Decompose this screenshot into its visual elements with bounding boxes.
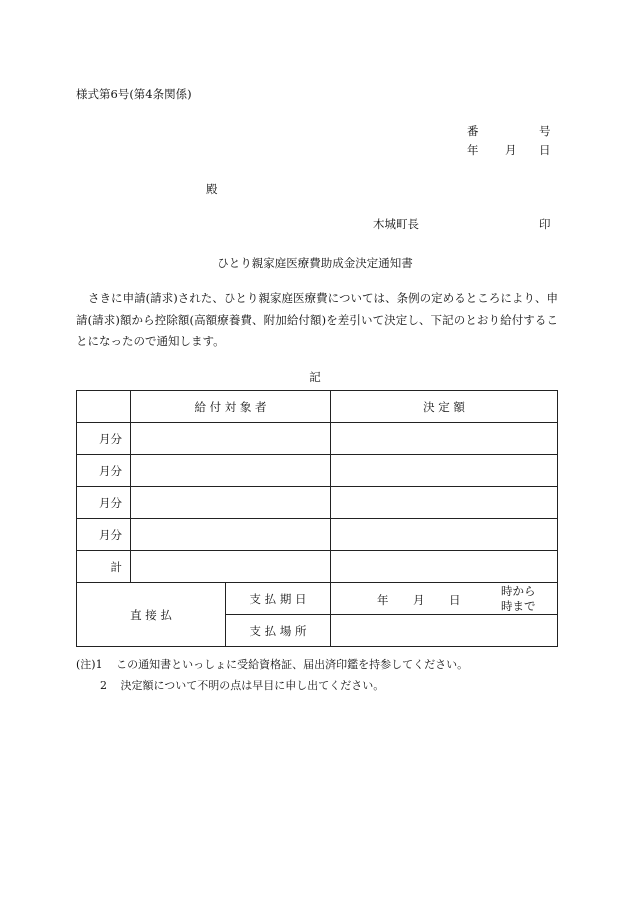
note-2-text: 決定額について不明の点は早目に申し出てください。 (120, 679, 385, 692)
number-suffix: 号 (539, 124, 551, 138)
note-2 (100, 677, 384, 693)
header-amount: 決 定 額 (331, 391, 558, 423)
payment-place-label: 支 払 場 所 (226, 615, 331, 647)
total-label: 計 (77, 551, 131, 583)
date-month: 月 (505, 143, 517, 157)
payment-date-month: 月 (413, 593, 425, 607)
month-row-label: 月分 (77, 455, 131, 487)
number-label: 番 (467, 124, 479, 138)
table-total-row (77, 551, 558, 583)
document-title: ひとり親家庭医療費助成金決定通知書 (217, 256, 413, 270)
note-1 (76, 656, 468, 672)
note-prefix: (注)1 (76, 658, 103, 671)
payment-date-day: 日 (449, 593, 461, 607)
seal: 印 (539, 217, 551, 231)
month-row-label: 月分 (77, 487, 131, 519)
date-year: 年 (467, 143, 479, 157)
direct-pay-label: 直 接 払 (77, 583, 226, 647)
body-paragraph: さきに申請(請求)された、ひとり親家庭医療費については、条例の定めるところにより、申請(請求)額から控除額(高額療養費、附加給付額)を差引いて決定し、下記のとおり給付することになったので通知します。 (76, 291, 558, 348)
date-day: 日 (539, 143, 551, 157)
payment-date-label: 支 払 期 日 (226, 583, 331, 615)
time-from: 時から (501, 584, 536, 598)
month-row-label: 月分 (77, 423, 131, 455)
payment-table (76, 390, 558, 647)
table-row (77, 455, 558, 487)
time-range (501, 584, 536, 614)
payment-date-cell (331, 583, 558, 615)
time-to: 時まで (501, 599, 536, 613)
table-header-row (77, 391, 558, 423)
header-target: 給 付 対 象 者 (131, 391, 331, 423)
table-row (77, 519, 558, 551)
payment-date-row (77, 583, 558, 615)
ki-label: 記 (309, 370, 321, 384)
note-1-text: この通知書といっしょに受給資格証、届出済印鑑を持参してください。 (116, 658, 469, 671)
form-number: 様式第6号(第4条関係) (76, 87, 192, 101)
table-row (77, 487, 558, 519)
issuer: 木城町長 (373, 217, 419, 231)
table-row (77, 423, 558, 455)
month-row-label: 月分 (77, 519, 131, 551)
note-2-number: 2 (100, 679, 107, 692)
recipient-suffix: 殿 (206, 182, 218, 196)
payment-date-year: 年 (377, 593, 389, 607)
